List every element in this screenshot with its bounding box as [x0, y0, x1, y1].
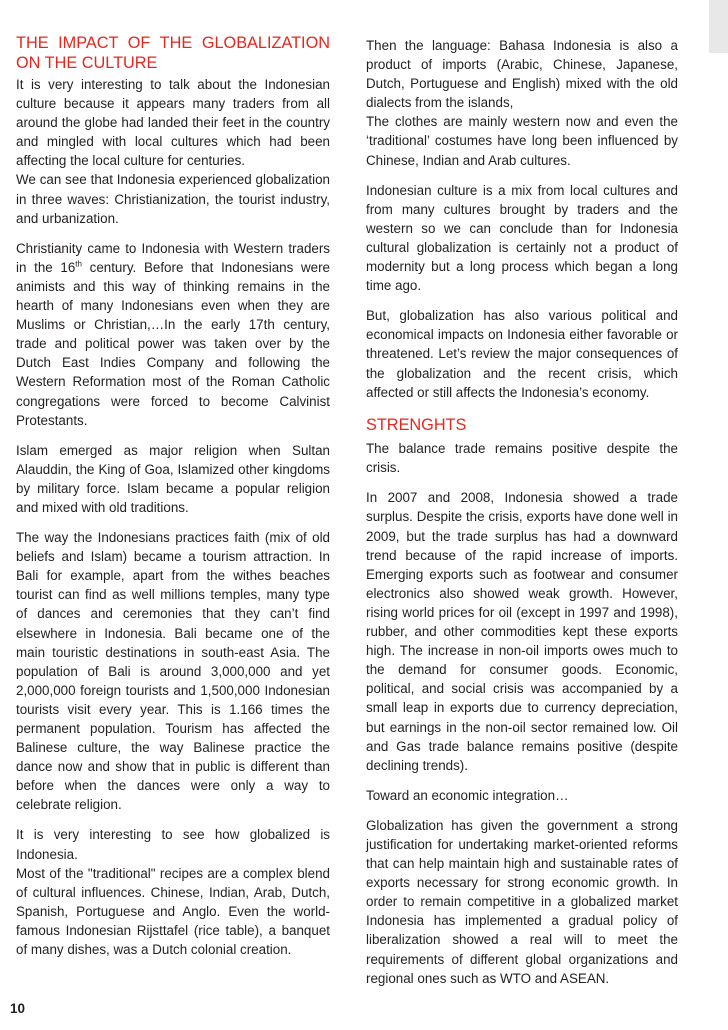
left-column [16, 36, 330, 970]
paragraph-tourism: The way the Indonesians practices faith (mix of old beliefs and Islam) became a tourism attraction. In Bali for example, apart from the withes beaches tourist can find as well millions temples, many type of dances and ceremonies that they can’t find elsewhere in Indonesia. Bali became one of the main touristic destinations in south-east Asia. The population of Bali is around 3,000,000 and yet 2,000,000 foreign tourists and 1,500,000 Indonesian tourists visit every year. This is 1.166 times the permanent population. Tourism has affected the Balinese culture, the way Balinese practice the dance now and show that in public is different than before when the dances were only a way to celebrate religion. [16, 530, 330, 813]
paragraph-waves: We can see that Indonesia experienced globalization in three waves: Christianization, the tourist industry, and urbanization. [16, 172, 330, 226]
paragraph-globalized: It is very interesting to see how globalized is Indonesia. [16, 827, 330, 862]
corner-tab [709, 0, 728, 53]
paragraph-intro: It is very interesting to talk about the Indonesian culture because it appears many traders from all around the globe had landed their feet in the country and mingled with local cultures which had been affecting the local culture for centuries. [16, 77, 330, 169]
paragraph-clothes: The clothes are mainly western now and even the ‘traditional’ costumes have long been influenced by Chinese, Indian and Arab cultures. [366, 114, 678, 168]
subheading-integration: Toward an economic integration… [366, 787, 569, 803]
subheading-trade: The balance trade remains positive despite the crisis. [366, 441, 678, 476]
paragraph-recipes: Most of the "traditional" recipes are a complex blend of cultural influences. Chinese, Indian, Arab, Dutch, Spanish, Portuguese and Anglo. Even the world-famous Indonesian Rijsttafel (rice table), a banquet of many dishes, was a Dutch colonial creation. [16, 865, 330, 958]
page-number: 10 [10, 1001, 26, 1016]
paragraph-islam: Islam emerged as major religion when Sultan Alauddin, the King of Goa, Islamized other kingdoms by military force. Islam became a popular religion and mixed with old traditions. [16, 442, 330, 515]
section-heading-strengths: STRENGHTS [366, 415, 467, 434]
paragraph-christianity: Christianity came to Indonesia with Western traders in the 16th century. Before that Indonesians were animists and this way of thinking remains in the hearth of many Indonesians even when they are Muslims or Christian,…In the early 17th century, trade and political power was taken over by the Dutch East Indies Company and following the Western Reformation most of the Roman Catholic congregations were forced to become Calvinist Protestants. [16, 240, 330, 428]
paragraph-impacts: But, globalization has also various political and economical impacts on Indonesia either favorable or threatened. Let’s review the major consequences of the globalization and the recent crisis, which affected or still affects the Indonesia’s economy. [366, 308, 678, 400]
paragraph-mix: Indonesian culture is a mix from local cultures and from many cultures brought by traders and the western so we can conclude than for Indonesia cultural globalization is certainly not a product of modernity but a long process which began a long time ago. [366, 182, 678, 294]
right-column [366, 36, 678, 999]
paragraph-trade: In 2007 and 2008, Indonesia showed a trade surplus. Despite the crisis, exports have done well in 2009, but the trade surplus has had a downward trend because of the rapid increase of imports. Emerging exports such as footwear and consumer electronics also showed weak growth. However, rising world prices for oil (except in 1997 and 1998), rubber, and other commodities kept these exports high. The increase in non-oil imports owes much to the demand for consumer goods. Economic, political, and social crisis was accompanied by a small leap in exports due to currency depreciation, but earnings in the non-oil sector remained low. Oil and Gas trade balance remains positive (despite declining trends). [366, 490, 678, 773]
paragraph-integration: Globalization has given the government a strong justification for undertaking market-oriented reforms that can help maintain high and sustainable rates of exports necessary for strong economic growth. In order to remain competitive in a globalized market Indonesia has implemented a gradual policy of liberalization showed a real will to meet the requirements of different global organizations and regional ones such as WTO and ASEAN. [366, 817, 678, 986]
paragraph-language: Then the language: Bahasa Indonesia is also a product of imports (Arabic, Chinese, Japanese, Dutch, Portuguese and English) mixed with the old dialects from the islands, [366, 38, 678, 111]
section-heading-culture: THE IMPACT OF THE GLOBALIZATION ON THE CULTURE [16, 34, 330, 72]
